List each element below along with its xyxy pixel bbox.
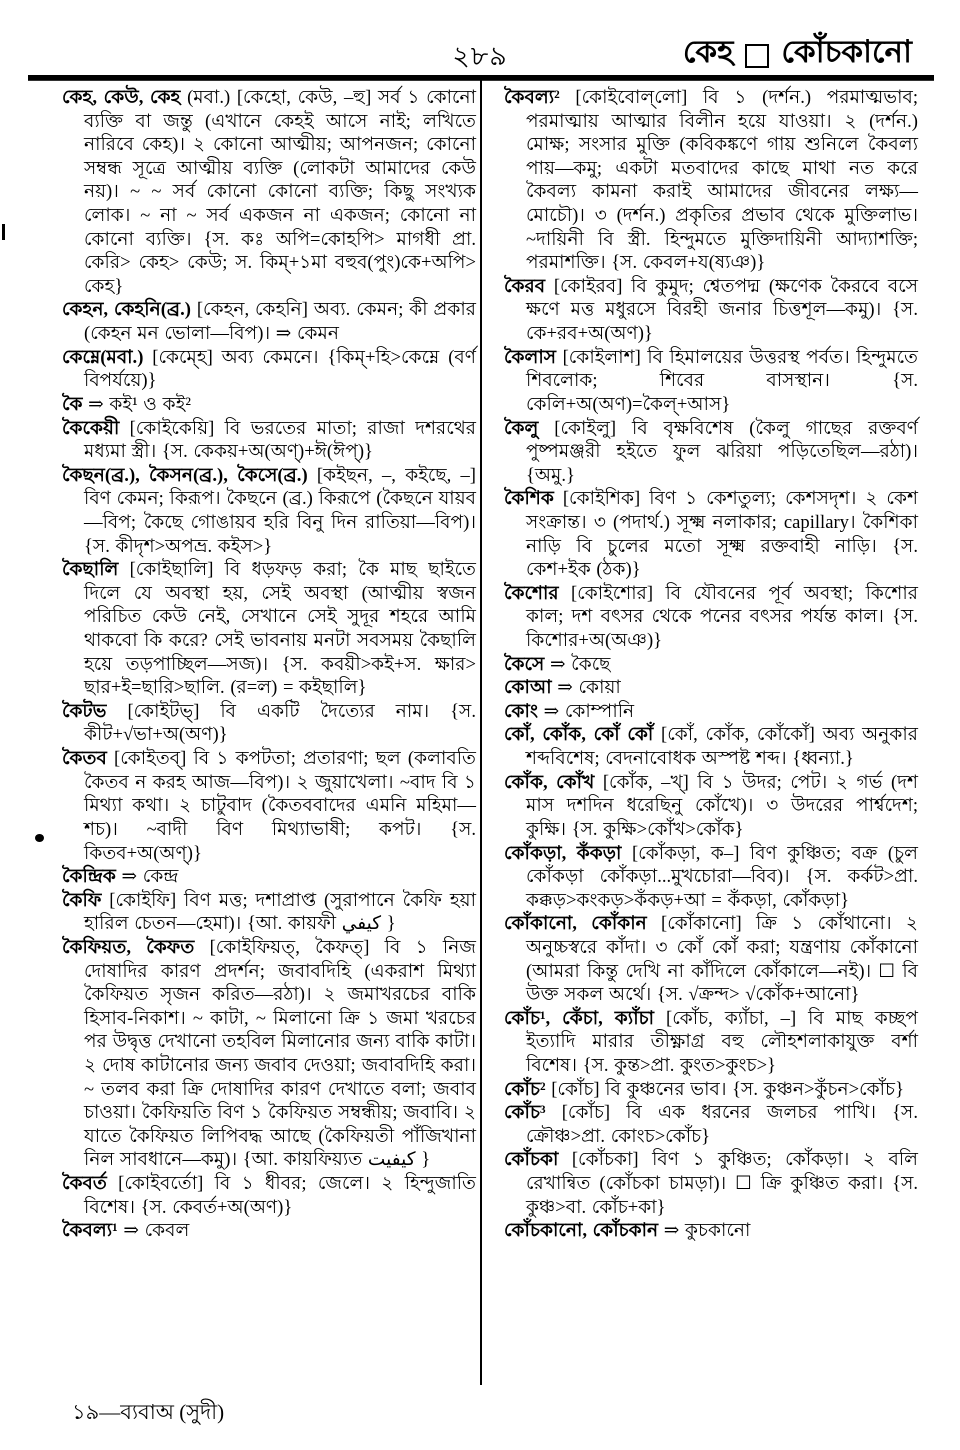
entry-headword: কৈতব [62, 748, 107, 770]
dictionary-entry [62, 417, 476, 464]
entry-definition: ⇒ কোয়া [551, 677, 621, 699]
dictionary-entry [504, 417, 918, 488]
entry-headword: কৈফিয়ত, কৈফত [62, 936, 195, 958]
dictionary-entry [504, 771, 918, 842]
entry-headword: কৈন্দ্রিক [62, 866, 116, 888]
entry-definition: [কোঁচকা] বিণ ১ কুঞ্চিত; কোঁকড়া। ২ বলি রেখান্বিত (কোঁচকা চামড়া)। ☐ ক্রি কুঞ্চিত করা। {স. কুঞ্চ>বা. কোঁচ+কা} [526, 1149, 918, 1218]
entry-definition: [কোঁচ, ক্যাঁচা, –] বি মাছ কচ্ছপ ইত্যাদি মারার তীক্ষ্ণাগ্র বহু লৌহশলাকাযুক্ত বর্শা বিশেষ। {স. কুন্ত>প্রা. কুংত>কুংচ>} [526, 1007, 918, 1076]
entry-definition: [কোইশিক] বিণ ১ কেশতুল্য; কেশসদৃশ। ২ কেশ সংক্রান্ত। ৩ (পদার্থ.) সূক্ষ্ম নলাকার; capillary। কৈশিকা নাড়ি বি চুলের মতো সূক্ষ্ম রক্তবাহী নাড়ি। {স. কেশ+ইক (ঠক)} [526, 488, 918, 581]
entry-headword: কোঁকড়া, কঁকড়া [504, 842, 622, 864]
dictionary-entry [504, 582, 918, 653]
dictionary-entry [504, 1101, 918, 1148]
entry-definition: ⇒ কুচকানো [658, 1220, 751, 1242]
dictionary-entry [62, 558, 476, 700]
entry-definition: ⇒ কৈছে [544, 653, 611, 675]
entry-definition: [কোঁক, –খ্] বি ১ উদর; পেট। ২ গর্ভ (দশ মাস দশদিন ধরেছিনু কোঁখে)। ৩ উদরের পার্শ্বদেশ; কুক্ষি। {স. কুক্ষি>কোঁখ>কোঁক} [526, 771, 919, 840]
entry-headword: কৈকেয়ী [62, 417, 120, 439]
entry-definition: [কোঁকড়া, ক–] বিণ কুঞ্চিত; বক্র (চুল কোঁকড়া কোঁকড়া...মুখচোরা—বিব)। {স. কর্কট>প্রা. কক্কড়>কংকড়>কঁকড়+আ = কঁকড়া, কোঁকড়া} [526, 842, 918, 911]
entry-headword: কোঁক, কোঁখ [504, 771, 595, 793]
entry-definition: [কোঁ, কোঁক, কোঁকোঁ] অব্য অনুকার শব্দবিশেষ; বেদনাবোধক অস্পষ্ট শব্দ। {ধ্বন্যা.} [526, 724, 919, 770]
entry-definition: ⇒ কোম্পানি [537, 700, 635, 722]
dictionary-entry [504, 1007, 918, 1078]
entry-headword: কৈছালি [62, 559, 119, 581]
entry-definition: [কোঁচ] বি কুঞ্চনের ভাব। {স. কুঞ্চন>কুঁচন>কোঁচ} [545, 1078, 905, 1100]
dictionary-entry [62, 865, 476, 889]
dictionary-entry [504, 653, 918, 677]
entry-definition: [কোইলাশ] বি হিমালয়ের উত্তরস্থ পর্বত। হিন্দুমতে শিবলোক; শিবের বাসস্থান। {স. কেলি+অ(অণ)=কৈল্+আস} [526, 346, 918, 415]
entry-definition: [কোইরব] বি কুমুদ; শ্বেতপদ্ম (ক্ষণেক কৈরবে বসে ক্ষণে মত্ত মধুরসে বিরহী জনার চিত্তশূল—কমু)। {স. কে+রব+অ(অণ)} [526, 275, 918, 345]
dictionary-entry [504, 86, 918, 275]
entry-definition: [কোইছালি] বি ধড়ফড় করা; কৈ মাছ ছাইতে দিলে যে অবস্থা হয়, সেই অবস্থা (আত্মীয় স্বজন পরিচিত কেউ নেই, সেখানে সেই সুদূর শহরে আমি থাকবো কি করে? সেই ভাবনায় মনটা সবসময় কৈছালি হয়ে তড়পাচ্ছিল—সজ)। {স. কবয়ী>কই+স. ক্ষার> ছার+ই=ছারি>ছালি. (র=ল) = কইছালি} [84, 559, 476, 699]
dictionary-entry [504, 700, 918, 724]
right-column [504, 86, 918, 1243]
entry-headword: কোঁচ² [504, 1078, 546, 1100]
dictionary-entry [62, 700, 476, 747]
dictionary-body [62, 86, 918, 1243]
entry-definition: [কোইফিয়ত্, কৈফত্] বি ১ নিজ দোষাদির কারণ প্রদর্শন; জবাবদিহি (একরাশ মিথ্যা কৈফিয়ত সৃজন করিত—রঠা)। ২ জমাখরচের বাকি হিসাব-নিকাশ। ~ কাটা, ~ মিলানো ক্রি ১ জমা খরচের পর উদ্বৃত্ত দেখানো তহবিল মিলানোর জন্য বাকি কাটা। ২ দোষ কাটানোর জন্য জবাব দেওয়া; জবাবদিহি করা। ~ তলব করা ক্রি দোষাদির কারণ দেখাতে বলা; জবাব চাওয়া। কৈফিয়তি বিণ ১ কৈফিয়ত সম্বন্ধীয়; জবাবি। ২ যাতে কৈফিয়ত লিপিবদ্ধ আছে (কৈফিয়তী পাঁজিখানা নিল সাবধানে—কমু)। {আ. কায়ফিয়্যত كيفيت } [84, 936, 476, 1171]
entry-headword: কৈটভ [62, 700, 107, 722]
left-column [62, 86, 476, 1243]
entry-definition: [কইছন, –, কইছে, –] বিণ কেমন; কিরূপ। কৈছনে (ব্র.) কিরূপে (কৈছনে যায়ব—বিপ; কৈছে গোঙায়ব হরি বিনু দিন রাতিয়া—বিপ)। {স. কীদৃশ>অপভ্র. কইস>} [84, 464, 476, 557]
entry-headword: কৈবর্ত [62, 1173, 107, 1195]
entry-definition: [কোইবর্তো] বি ১ ধীবর; জেলে। ২ হিন্দুজাতি বিশেষ। {স. কেবর্ত+অ(অণ)} [84, 1173, 476, 1218]
guide-word-first: কেহ [682, 34, 734, 69]
dictionary-entry [62, 936, 476, 1172]
entry-headword: কৈলু [504, 417, 539, 439]
entry-definition: ⇒ কেবল [117, 1220, 190, 1242]
entry-headword: কোঁচ¹, কেঁচা, ক্যাঁচা [504, 1007, 655, 1029]
page-number: ২৮৯ [452, 41, 508, 71]
entry-headword: কোঁচ³ [504, 1102, 546, 1124]
printer-signature: ১৯—ব্যবাঅ (সুদী) [72, 1400, 225, 1424]
entry-headword: কেহ, কেউ, কেহ [62, 87, 181, 108]
dictionary-entry [62, 464, 476, 558]
entry-headword: কৈছন(ব্র.), কৈসন(ব্র.), কৈসে(ব্র.) [62, 464, 308, 486]
entry-headword: কৈ [62, 393, 83, 415]
entry-definition: [কোইবোল্‌লো] বি ১ (দর্শন.) পরমাত্মভাব; পরমাত্মায় আত্মার বিলীন হয়ে যাওয়া। ২ (দর্শন.) মোক্ষ; সংসার মুক্তি (কবিকঙ্কণে গায় শুনিলে কৈবল্য পায়—কমু; একটা মতবাদের কাছে মাথা নত করে কৈবল্য কামনা করাই আমাদের জীবনের লক্ষ্য—মোচৌ)। ৩ (দর্শন.) প্রকৃতির প্রভাব থেকে মুক্তিলাভ। ~দায়িনী বি স্ত্রী. হিন্দুমতে মুক্তিদায়িনী আদ্যাশক্তি; পরমাশক্তি। {স. কেবল+য(ষ্যঞ)} [526, 87, 918, 274]
margin-ink-mark [2, 224, 5, 240]
dictionary-entry [62, 298, 476, 345]
entry-headword: কৈশিক [504, 488, 554, 510]
entry-headword: কৈবল্য² [504, 87, 560, 108]
entry-definition: [কোইতব্] বি ১ কপটতা; প্রতারণা; ছল (কলাবতি কৈতব ন করহ আজ—বিপ)। ২ জুয়াখেলা। ~বাদ বি ১ মিথ্যা কথা। ২ চাটুবাদ (কৈতববাদের এমনি মহিমা—শচ)। ~বাদী বিণ মিথ্যাভাষী; কপট। {স. কিতব+অ(অণ্)} [84, 748, 476, 864]
dictionary-entry [62, 747, 476, 865]
entry-definition: [কোইফি] বিণ মত্ত; দশাপ্রাপ্ত (সুরাপানে কৈফি হয়া হারিল চেতন—হেমা)। {আ. কায়ফী كيفي } [84, 889, 476, 935]
separator-box-icon [745, 44, 769, 68]
entry-definition: [কেহন, কেহনি] অব্য. কেমন; কী প্রকার (কেহন মন ভোলা—বিপ)। ⇒ কেমন [84, 299, 476, 345]
entry-headword: কৈবল্য¹ [62, 1220, 118, 1242]
entry-definition: ⇒ কই¹ ও কই² [82, 393, 191, 415]
entry-definition: ⇒ কেন্দ্র [115, 866, 179, 888]
entry-headword: কোঁ, কোঁক, কোঁ কোঁ [504, 724, 654, 746]
ink-dot-artifact [35, 834, 44, 842]
entry-headword: কেম্নে(মবা.) [62, 346, 144, 368]
entry-definition: [কেম্হে] অব্য কেমনে। {কিম্+হি>কেম্নে (বর্ণ বিপর্যয়ে)} [84, 346, 476, 392]
dictionary-entry [62, 346, 476, 393]
entry-headword: কোঁচকা [504, 1149, 559, 1171]
entry-definition: [কোঁকানো] ক্রি ১ কোঁথানো। ২ অনুচ্চস্বরে কাঁদা। ৩ কোঁ কোঁ করা; যন্ত্রণায় কোঁকানো (আমরা কিন্তু দেখি না কাঁদিলে কোঁকালে—নই)। ☐ বি উক্ত সকল অর্থে। {স. √ক্রন্দ> √কোঁক+আনো} [526, 913, 918, 1006]
dictionary-entry [504, 1078, 918, 1102]
dictionary-entry [62, 393, 476, 417]
entry-headword: কৈফি [62, 889, 102, 911]
dictionary-entry [504, 1219, 918, 1243]
dictionary-entry [504, 346, 918, 417]
dictionary-entry [504, 1148, 918, 1219]
entry-headword: কৈরব [504, 275, 546, 297]
entry-headword: কোআ [504, 677, 552, 699]
entry-headword: কোঁকানো, কোঁকান [504, 913, 647, 935]
dictionary-entry [62, 1219, 476, 1243]
dictionary-entry [62, 1172, 476, 1219]
entry-headword: কোং [504, 700, 538, 722]
entry-definition: [কোইটভ্] বি একটি দৈত্যের নাম। {স. কীট+√ভা+অ(অণ)} [84, 700, 476, 746]
entry-headword: কৈসে [504, 653, 545, 675]
entry-headword: কৈলাস [504, 346, 557, 368]
dictionary-entry [504, 842, 918, 913]
entry-definition: [কোইকেয়ি] বি ভরতের মাতা; রাজা দশরথের মধ্যমা স্ত্রী। {স. কেকয়+অ(অণ্)+ঈ(ঈপ্)} [84, 417, 476, 463]
entry-definition: (মবা.) [কেহো, কেউ, –হু] সর্ব ১ কোনো ব্যক্তি বা জন্তু (এখানে কেহই আসে নাই; লখিতে নারিবে কেহ)। ২ কোনো আত্মীয়; আপনজন; কোনো সম্বন্ধ সূত্রে আত্মীয় ব্যক্তি (লোকটা আমাদের কেউ নয়)। ~ ~ সর্ব কোনো কোনো ব্যক্তি; কিছু সংখ্যক লোক। ~ না ~ সর্ব একজন না একজন; কোনো না কোনো ব্যক্তি। {স. কঃ অপি=কোহপি> মাগধী প্রা. কেরি> কেহ> কেউ; স. কিম্+১মা বহুব(পুং)কে+অপি> কেহ} [84, 87, 476, 297]
entry-definition: [কোইশোর] বি যৌবনের পূর্ব অবস্থা; কিশোর কাল; দশ বৎসর থেকে পনের বৎসর পর্যন্ত কাল। {স. কিশোর+অ(অঞ)} [526, 582, 918, 652]
entry-definition: [কোইলু] বি বৃক্ষবিশেষ (কৈলু গাছের রক্তবর্ণ পুষ্পমঞ্জরী হইতে ফুল ঝরিয়া পড়িতেছিল—রঠা)। {অমু.} [526, 417, 918, 486]
dictionary-entry [504, 275, 918, 346]
entry-headword: কোঁচকানো, কোঁচকান [504, 1220, 659, 1242]
dictionary-entry [504, 912, 918, 1006]
dictionary-entry [504, 723, 918, 770]
entry-headword: কেহন, কেহনি(ব্র.) [62, 299, 191, 321]
guide-word-last: কোঁচকানো [781, 34, 912, 69]
dictionary-entry [504, 487, 918, 581]
entry-definition: [কোঁচ] বি এক ধরনের জলচর পাখি। {স. ক্রৌঞ্চ>প্রা. কোংচ>কোঁচ} [526, 1102, 918, 1147]
dictionary-entry [62, 889, 476, 936]
dictionary-entry [504, 676, 918, 700]
entry-headword: কৈশোর [504, 582, 559, 604]
running-head [683, 28, 912, 80]
dictionary-entry [62, 86, 476, 298]
